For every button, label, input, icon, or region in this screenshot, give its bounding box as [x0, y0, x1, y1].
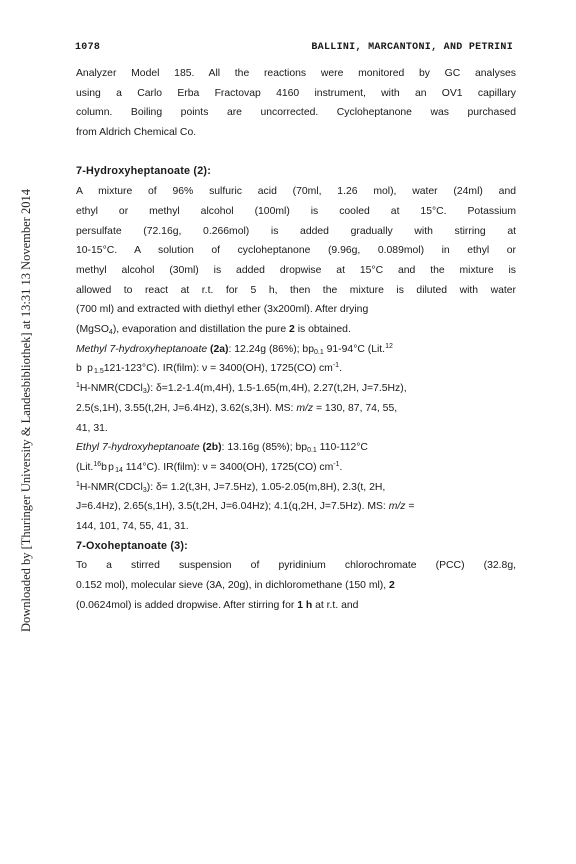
compound-2a-ms-cont: 41, 31. [76, 422, 108, 434]
intro-line: from Aldrich Chemical Co. [76, 127, 197, 139]
compound-2a-title: Methyl 7-hydroxyheptanoate (2a): 12.24g (86%); $bp_{0.1}$ 91-94°C (Lit.$^{12}$ [76, 342, 393, 356]
intro-line: Analyzer Model 185. All the reactions were monitored by GC analyses [76, 68, 516, 79]
procedure-line: ethyl or methyl alcohol (100ml) is cooled at 15°C. Potassium [76, 205, 516, 217]
compound-2a-nmr: $^1$H-NMR(CDCl$_3$): δ=1.2-1.4(m,4H), 1.5-1.65(m,4H), 2.27(t,2H, J=7.5Hz), [76, 382, 407, 396]
procedure-line: (0.0624mol) is added dropwise. After stirring for 1 h at r.t. and [76, 599, 359, 611]
compound-2b-ir: ($Lit.^{16}bp_{14}$ 114°C). IR(film): ν = 3400(OH), 1725(CO) $cm^{-1}$. [76, 460, 343, 474]
intro-line: column. Boiling points are uncorrected. Cycloheptanone was purchased [76, 107, 516, 119]
compound-ref: 2 [389, 580, 395, 592]
procedure-line: A mixture of 96% sulfuric acid (70ml, 1.26 mol), water (24ml) and [76, 186, 516, 198]
compound-ref: 2 [289, 323, 295, 335]
procedure-line-final: (MgSO$_4$), evaporation and distillation the pure 2 is obtained. [76, 323, 351, 336]
procedure-line: (700 ml) and extracted with diethyl ether (3x200ml). After drying [76, 304, 369, 316]
page-number: 1078 [75, 42, 101, 53]
section-heading-2: 7-Hydroxyheptanoate (2): [76, 165, 211, 178]
compound-2b-ms-cont: 144, 101, 74, 55, 41, 31. [76, 521, 189, 533]
compound-2b-title: Ethyl 7-hydroxyheptanoate (2b): 13.16g (85%); $bp_{0.1}$ 110-112°C [76, 442, 368, 455]
procedure-line: methyl alcohol (30ml) is added dropwise at 15°C and the mixture is [76, 264, 516, 276]
compound-2a-ir: b $p_{1.5}121-123^\circ C$). IR(film): ν = 3400(OH), 1725(CO) $cm^{-1}$. [76, 362, 342, 376]
procedure-line: 10-15°C. A solution of cycloheptanone (9.96g, 0.089mol) in ethyl or [76, 245, 516, 257]
page-header [75, 42, 513, 56]
download-watermark: Downloaded by [Thuringer University & Landesbibliothek] at 13:31 13 November 2014 [19, 189, 33, 632]
procedure-line: persulfate (72.16g, 0.266mol) is added gradually with stirring at [76, 225, 516, 237]
compound-2b-nmr: $^1$H-NMR(CDCl$_3$): δ= 1.2(t,3H, J=7.5Hz), 1.05-2.05(m,8H), 2.3(t, 2H, [76, 480, 386, 494]
article-body [76, 64, 516, 616]
running-head: BALLINI, MARCANTONI, AND PETRINI [311, 42, 513, 53]
section-heading-3: 7-Oxoheptanoate (3): [76, 539, 188, 552]
compound-2a-ms: 2.5(s,1H), 3.55(t,2H, J=6.4Hz), 3.62(s,3H). MS: m/z = 130, 87, 74, 55, [76, 402, 398, 414]
procedure-line: allowed to react at r.t. for 5 h, then the mixture is diluted with water [76, 284, 516, 296]
intro-line: using a Carlo Erba Fractovap 4160 instrument, with an OV1 capillary [76, 87, 516, 99]
compound-2b-ms: J=6.4Hz), 2.65(s,1H), 3.5(t,2H, J=6.04Hz); 4.1(q,2H, J=7.5Hz). MS: m/z = [76, 501, 415, 513]
procedure-line: To a stirred suspension of pyridinium chlorochromate (PCC) (32.8g, [76, 560, 516, 572]
procedure-line: 0.152 mol), molecular sieve (3A, 20g), in dichloromethane (150 ml), 2 [76, 580, 395, 592]
